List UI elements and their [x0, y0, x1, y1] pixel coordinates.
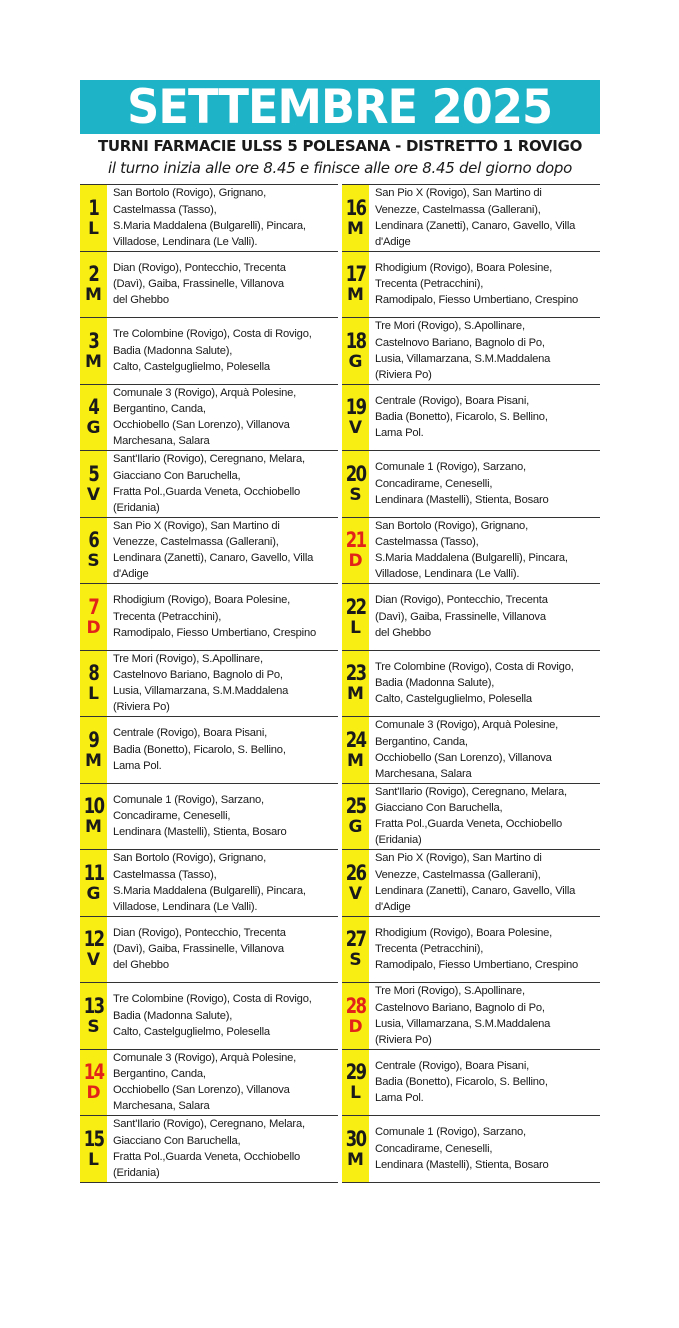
pharmacy-list: Tre Mori (Rovigo), S.Apollinare, Castelnovo Bariano, Bagnolo di Po, Lusia, Villamarzana, S.M.Maddalena (Riviera Po) [375, 320, 551, 381]
day-row [80, 252, 338, 319]
pharmacy-list: Sant'Ilario (Rovigo), Ceregnano, Melara, Giacciano Con Baruchella, Fratta Pol.,Guarda Veneta, Occhiobello (Eridania) [113, 1118, 305, 1179]
day-row [80, 518, 338, 585]
day-row [80, 185, 338, 252]
day-cell [342, 651, 369, 717]
day-number: 12 [83, 927, 104, 952]
day-cell [80, 651, 107, 717]
shift-note: il turno inizia alle ore 8.45 e finisce alle ore 8.45 del giorno dopo [107, 159, 573, 177]
pharmacy-list: Tre Colombine (Rovigo), Costa di Rovigo, Badia (Madonna Salute), Calto, Castelguglielmo, Polesella [375, 660, 574, 706]
day-number: 1 [88, 195, 99, 220]
day-row [80, 385, 338, 452]
pharmacy-list: Comunale 1 (Rovigo), Sarzano, Concadirame, Ceneselli, Lendinara (Mastelli), Stienta, Bosaro [375, 1126, 549, 1171]
day-row [342, 252, 600, 319]
day-number: 25 [345, 794, 366, 819]
weekday-letter: D [348, 551, 363, 572]
pharmacy-list: San Pio X (Rovigo), San Martino di Venezze, Castelmassa (Gallerani), Lendinara (Zanetti), Canaro, Gavello, Villa d'Adige [113, 519, 314, 581]
day-row [80, 651, 338, 718]
day-number: 17 [345, 262, 366, 287]
pharmacy-list: Centrale (Rovigo), Boara Pisani, Badia (Bonetto), Ficarolo, S. Bellino, Lama Pol. [375, 1059, 548, 1105]
weekday-letter: L [350, 1083, 361, 1104]
day-number: 22 [345, 594, 366, 619]
weekday-letter: L [88, 684, 99, 705]
day-row [80, 983, 338, 1050]
pharmacy-list: Comunale 1 (Rovigo), Sarzano, Concadirame, Ceneselli, Lendinara (Mastelli), Stienta, Bosaro [375, 461, 549, 506]
weekday-letter: V [86, 950, 101, 971]
day-cell [80, 518, 107, 584]
day-number: 4 [88, 395, 99, 420]
day-cell [80, 1050, 107, 1116]
day-number: 23 [345, 661, 366, 686]
pharmacy-list: Comunale 3 (Rovigo), Arquà Polesine, Bergantino, Canda, Occhiobello (San Lorenzo), Villanova Marchesana, Salara [113, 1051, 297, 1113]
weekday-letter: M [347, 684, 364, 705]
weekday-letter: G [348, 351, 363, 372]
day-number: 16 [345, 195, 366, 220]
pharmacy-list: San Pio X (Rovigo), San Martino di Venezze, Castelmassa (Gallerani), Lendinara (Zanetti), Canaro, Gavello, Villa d'Adige [375, 852, 576, 913]
weekday-letter: G [86, 883, 101, 904]
pharmacy-list: Centrale (Rovigo), Boara Pisani, Badia (Bonetto), Ficarolo, S. Bellino, Lama Pol. [113, 727, 286, 772]
day-cell [342, 385, 369, 451]
day-cell [342, 917, 369, 983]
day-row [80, 917, 338, 984]
day-row [342, 651, 600, 718]
weekday-letter: M [85, 817, 102, 838]
day-cell [342, 850, 369, 916]
pharmacy-list: Rhodigium (Rovigo), Boara Polesine, Trecenta (Petracchini), Ramodipalo, Fiesso Umbertiano, Crespino [375, 261, 578, 307]
weekday-letter: S [87, 1016, 100, 1037]
day-number: 26 [345, 860, 366, 885]
day-row [342, 451, 600, 518]
day-number: 29 [345, 1060, 366, 1085]
weekday-letter: S [87, 551, 100, 572]
weekday-letter: V [86, 484, 101, 505]
pharmacy-list: Rhodigium (Rovigo), Boara Polesine, Trecenta (Petracchini), Ramodipalo, Fiesso Umbertiano, Crespino [375, 926, 578, 972]
day-row [342, 318, 600, 385]
day-row [342, 784, 600, 851]
pharmacy-list: Dian (Rovigo), Pontecchio, Trecenta (Davì), Gaiba, Frassinelle, Villanova del Ghebbo [375, 594, 548, 639]
day-cell [342, 717, 369, 783]
day-cell [342, 451, 369, 517]
day-number: 28 [345, 993, 366, 1018]
day-number: 14 [83, 1060, 104, 1085]
pharmacy-list: Centrale (Rovigo), Boara Pisani, Badia (Bonetto), Ficarolo, S. Bellino, Lama Pol. [375, 394, 548, 440]
day-cell [80, 451, 107, 517]
day-number: 3 [88, 328, 99, 353]
weekday-letter: S [349, 484, 362, 505]
weekday-letter: L [350, 617, 361, 638]
weekday-letter: M [347, 750, 364, 771]
day-cell [342, 318, 369, 384]
pharmacy-list: Dian (Rovigo), Pontecchio, Trecenta (Davì), Gaiba, Frassinelle, Villanova del Ghebbo [113, 926, 286, 972]
weekday-letter: L [88, 1149, 99, 1170]
day-cell [80, 185, 107, 251]
day-row [342, 850, 600, 917]
day-cell [80, 252, 107, 318]
day-cell [80, 1116, 107, 1182]
weekday-letter: G [86, 418, 101, 439]
day-cell [342, 1050, 369, 1116]
day-row [80, 850, 338, 917]
day-cell [80, 917, 107, 983]
day-cell [80, 850, 107, 916]
day-cell [342, 185, 369, 251]
day-cell [342, 584, 369, 650]
weekday-letter: D [86, 1083, 101, 1104]
day-row [80, 451, 338, 518]
day-cell [80, 983, 107, 1049]
day-cell [342, 518, 369, 584]
pharmacy-list: Comunale 1 (Rovigo), Sarzano, Concadirame, Ceneselli, Lendinara (Mastelli), Stienta, Bosaro [113, 793, 287, 839]
day-row [342, 518, 600, 585]
day-number: 8 [88, 661, 99, 686]
weekday-letter: S [349, 950, 362, 971]
pharmacy-list: Tre Mori (Rovigo), S.Apollinare, Castelnovo Bariano, Bagnolo di Po, Lusia, Villamarzana, S.M.Maddalena (Riviera Po) [113, 652, 289, 714]
schedule-column-right [342, 184, 600, 1183]
weekday-letter: G [348, 817, 363, 838]
pharmacy-list: San Pio X (Rovigo), San Martino di Venezze, Castelmassa (Gallerani), Lendinara (Zanetti), Canaro, Gavello, Villa d'Adige [375, 187, 576, 248]
day-number: 18 [345, 328, 366, 353]
day-row [80, 318, 338, 385]
day-row [342, 185, 600, 252]
weekday-letter: M [347, 285, 364, 306]
day-number: 5 [88, 461, 99, 486]
weekday-letter: V [348, 418, 363, 439]
day-number: 24 [345, 727, 366, 752]
pharmacy-list: Sant'Ilario (Rovigo), Ceregnano, Melara, Giacciano Con Baruchella, Fratta Pol.,Guarda Veneta, Occhiobello (Eridania) [375, 785, 567, 847]
day-cell [80, 584, 107, 650]
schedule-column-left [80, 184, 338, 1183]
weekday-letter: D [348, 1016, 363, 1037]
weekday-letter: M [85, 750, 102, 771]
page-subtitle: TURNI FARMACIE ULSS 5 POLESANA - DISTRETTO 1 ROVIGO [97, 137, 583, 155]
title-banner [80, 80, 600, 134]
pharmacy-list: San Bortolo (Rovigo), Grignano, Castelmassa (Tasso), S.Maria Maddalena (Bulgarelli), Pincara, Villadose, Lendinara (Le Valli). [113, 852, 306, 913]
pharmacy-list: Tre Mori (Rovigo), S.Apollinare, Castelnovo Bariano, Bagnolo di Po, Lusia, Villamarzana, S.M.Maddalena (Riviera Po) [375, 985, 551, 1046]
pharmacy-list: Tre Colombine (Rovigo), Costa di Rovigo, Badia (Madonna Salute), Calto, Castelguglielmo, Polesella [113, 328, 312, 373]
day-number: 7 [88, 594, 99, 619]
day-number: 2 [88, 262, 99, 287]
day-cell [342, 252, 369, 318]
day-row [342, 1116, 600, 1183]
day-number: 15 [83, 1126, 104, 1151]
day-cell [80, 385, 107, 451]
day-number: 13 [83, 993, 104, 1018]
day-number: 20 [345, 461, 366, 486]
day-row [80, 717, 338, 784]
day-cell [80, 784, 107, 850]
pharmacy-list: Tre Colombine (Rovigo), Costa di Rovigo, Badia (Madonna Salute), Calto, Castelguglielmo, Polesella [113, 993, 312, 1038]
weekday-letter: M [347, 218, 364, 239]
page-title: SETTEMBRE 2025 [127, 79, 553, 135]
pharmacy-list: Sant'Ilario (Rovigo), Ceregnano, Melara, Giacciano Con Baruchella, Fratta Pol.,Guarda Veneta, Occhiobello (Eridania) [113, 453, 305, 514]
day-row [342, 1050, 600, 1117]
day-number: 6 [88, 528, 99, 553]
day-cell [342, 1116, 369, 1182]
pharmacy-list: Comunale 3 (Rovigo), Arquà Polesine, Bergantino, Canda, Occhiobello (San Lorenzo), Villanova Marchesana, Salara [375, 719, 559, 780]
weekday-letter: M [85, 285, 102, 306]
day-row [80, 784, 338, 851]
day-row [342, 917, 600, 984]
day-number: 30 [345, 1126, 366, 1151]
pharmacy-list: Rhodigium (Rovigo), Boara Polesine, Trecenta (Petracchini), Ramodipalo, Fiesso Umbertiano, Crespino [113, 594, 316, 639]
day-row [342, 584, 600, 651]
weekday-letter: L [88, 218, 99, 239]
weekday-letter: M [347, 1149, 364, 1170]
day-number: 19 [345, 395, 366, 420]
pharmacy-list: San Bortolo (Rovigo), Grignano, Castelmassa (Tasso), S.Maria Maddalena (Bulgarelli), Pincara, Villadose, Lendinara (Le Valli). [113, 187, 306, 248]
pharmacy-list: San Bortolo (Rovigo), Grignano, Castelmassa (Tasso), S.Maria Maddalena (Bulgarelli), Pincara, Villadose, Lendinara (Le Valli). [375, 519, 568, 581]
weekday-letter: D [86, 617, 101, 638]
day-number: 11 [83, 860, 104, 885]
day-cell [80, 318, 107, 384]
day-number: 21 [345, 528, 366, 553]
day-number: 27 [345, 927, 366, 952]
day-row [342, 983, 600, 1050]
day-number: 9 [88, 727, 99, 752]
day-number: 10 [83, 794, 104, 819]
day-cell [80, 717, 107, 783]
day-row [80, 584, 338, 651]
day-row [80, 1116, 338, 1183]
pharmacy-list: Dian (Rovigo), Pontecchio, Trecenta (Davì), Gaiba, Frassinelle, Villanova del Ghebbo [113, 261, 286, 307]
weekday-letter: M [85, 351, 102, 372]
day-row [342, 717, 600, 784]
day-row [80, 1050, 338, 1117]
weekday-letter: V [348, 883, 363, 904]
pharmacy-list: Comunale 3 (Rovigo), Arquà Polesine, Bergantino, Canda, Occhiobello (San Lorenzo), Villanova Marchesana, Salara [113, 386, 297, 448]
day-cell [342, 983, 369, 1049]
day-row [342, 385, 600, 452]
day-cell [342, 784, 369, 850]
